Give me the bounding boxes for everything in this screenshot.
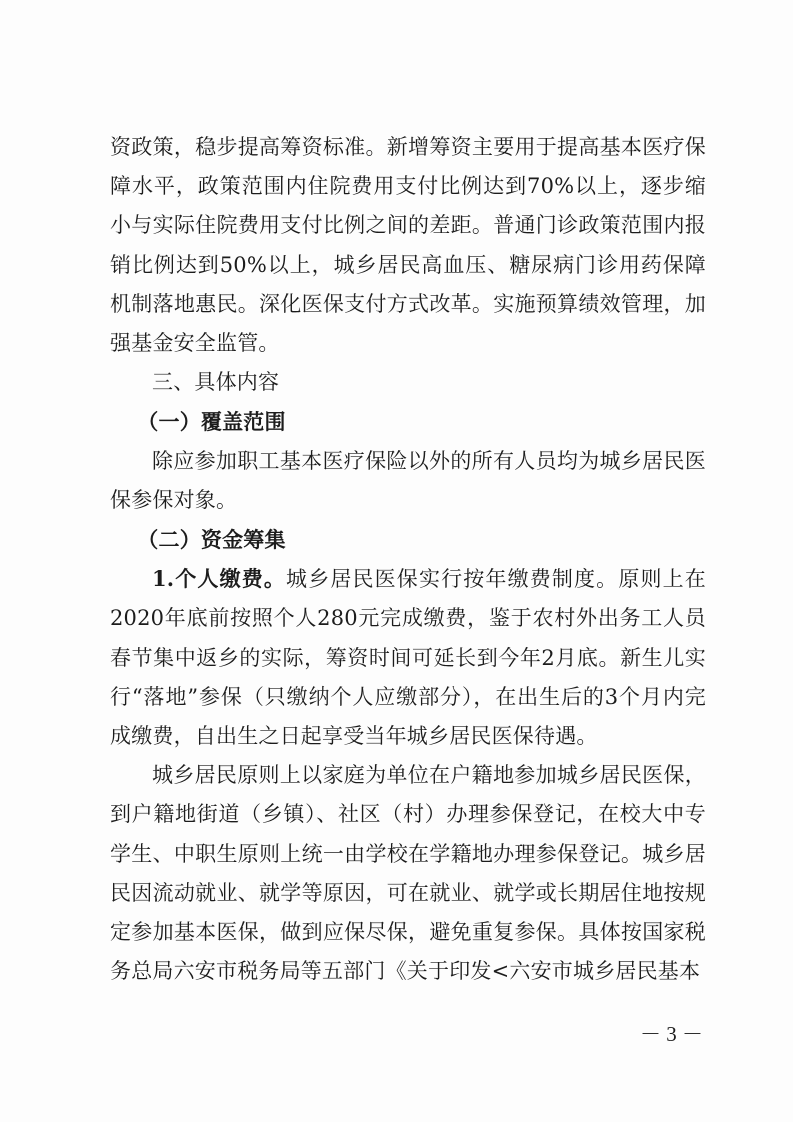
paragraph-lead-title: 1.个人缴费。 [152,566,287,592]
paragraph-coverage: 除应参加职工基本医疗保险以外的所有人员均为城乡居民医保参保对象。 [110,448,706,512]
page-number: － 3 － [640,1022,703,1046]
document-body [110,128,706,991]
paragraph-enrollment-registration: 城乡居民原则上以家庭为单位在户籍地参加城乡居民医保，到户籍地街道（乡镇）、社区（村）办理参保登记，在校大中专学生、中职生原则上统一由学校在学籍地办理参保登记。城乡居民因流动就业、就学等原因，可在就业、就学或长期居住地按规定参加基本医保，做到应保尽保，避免重复参保。具体按国家税务总局六安市税务局等五部门《关于印发<六安市城乡居民基本 [110,763,706,984]
section-heading-specific-content: 三、具体内容 [152,370,280,395]
paragraph-policy-continuation: 资政策，稳步提高筹资标准。新增筹资主要用于提高基本医疗保障水平，政策范围内住院费用支付比例达到70%以上，逐步缩小与实际住院费用支付比例之间的差距。普通门诊政策范围内报销比例达到50%以上，城乡居民高血压、糖尿病门诊用药保障机制落地惠民。深化医保支付方式改革。实施预算绩效管理，加强基金安全监管。 [110,135,706,356]
subsection-heading-coverage: （一）覆盖范围 [137,409,286,435]
subsection-heading-fund-raising: （二）资金筹集 [137,527,286,553]
paragraph-individual-payment [110,559,706,756]
paragraph-individual-payment-body: 城乡居民医保实行按年缴费制度。原则上在2020年底前按照个人280元完成缴费，鉴于农村外出务工人员春节集中返乡的实际，筹资时间可延长到今年2月底。新生儿实行“落地”参保（只缴纳个人应缴部分），在出生后的3个月内完成缴费，自出生之日起享受当年城乡居民医保待遇。 [110,567,706,749]
